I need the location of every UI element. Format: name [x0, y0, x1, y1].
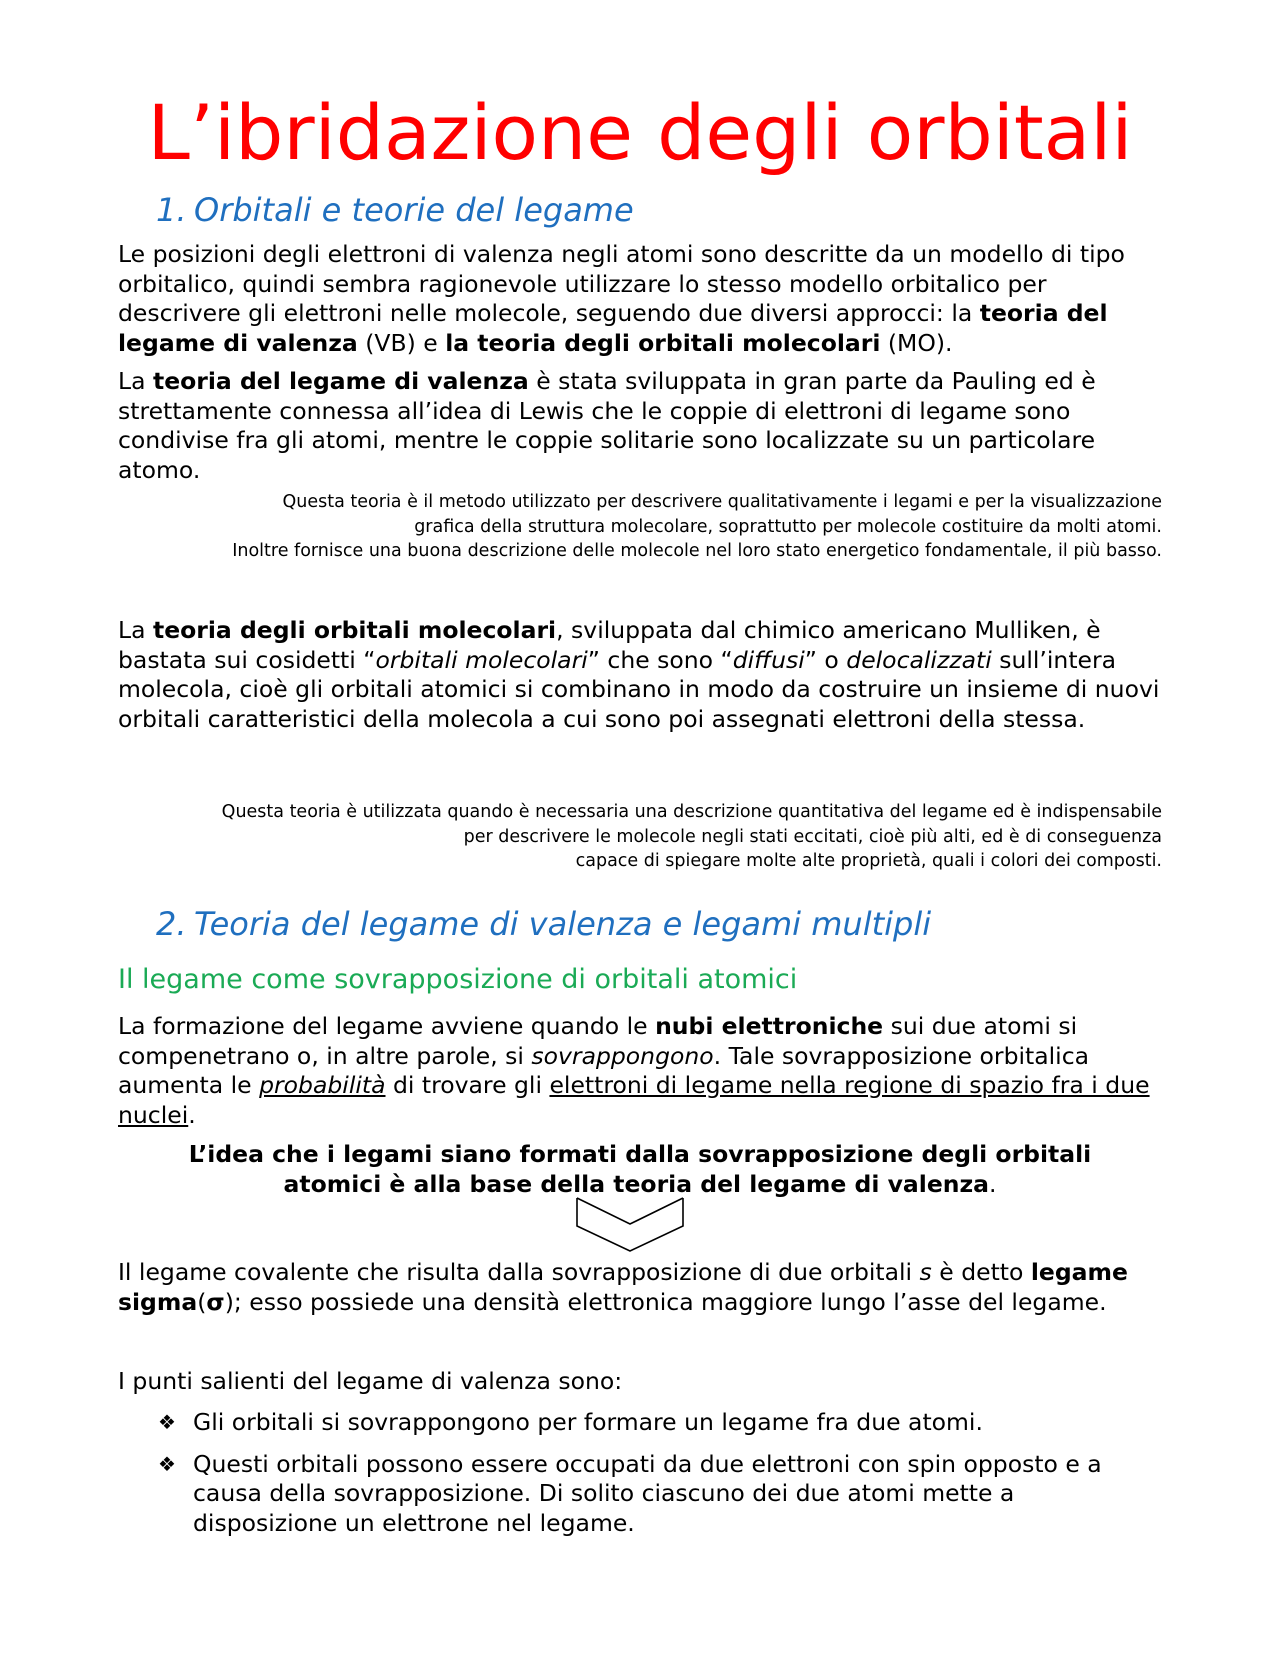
text-run: , sviluppata dal chimico americano Mulliken, è bastata sui cosidetti “: [118, 616, 1101, 674]
section-2-title: Teoria del legame di valenza e legami multipli: [194, 905, 932, 943]
note-line: grafica della struttura molecolare, soprattutto per molecole costituire da molti atomi.: [414, 516, 1162, 537]
italic-term: s: [919, 1258, 932, 1286]
key-statement: [138, 1140, 1142, 1199]
note-molecular-orbital: [118, 800, 1162, 874]
list-item: [118, 1408, 1162, 1438]
paragraph-molecular-orbital-theory: [118, 616, 1162, 734]
text-run: ” che sono “: [587, 645, 733, 674]
down-arrow-icon: [575, 1196, 685, 1254]
note-line: Questa teoria è utilizzata quando è necessaria una descrizione quantitativa del legame ed è indispensabile: [221, 802, 1162, 822]
text-run: (: [197, 1287, 207, 1316]
text-run: Le posizioni degli elettroni di valenza negli atomi sono descritte da un modello di tipo orbitalico, quindi sembra ragionevole utilizzare lo stesso modello orbitalico per descrivere gli elettroni nelle molecole, seguendo due diversi approcci: la: [118, 240, 1125, 327]
text-run: La: [118, 367, 153, 395]
diamond-bullet-icon: ❖: [158, 1451, 176, 1476]
italic-term: diffusi: [732, 645, 805, 674]
section-1-heading: [118, 190, 1200, 230]
text-run: ); esso possiede una densità elettronica maggiore lungo l’asse del legame.: [224, 1287, 1107, 1316]
italic-term: sovrappongono: [531, 1041, 714, 1070]
bold-term-mo: teoria degli orbitali molecolari: [152, 616, 557, 644]
text-run: La: [118, 616, 153, 644]
bold-term-vb: teoria del legame di valenza: [152, 367, 529, 395]
note-line: Inoltre fornisce una buona descrizione delle molecole nel loro stato energetico fondamentale, il più basso.: [232, 541, 1162, 561]
list-item: [118, 1450, 1162, 1539]
bold-term-sigma: legame sigma: [118, 1258, 1128, 1316]
sigma-symbol: σ: [206, 1287, 225, 1316]
text-run: sull’intera molecola, cioè gli orbitali atomici si combinano in modo da costruire un insieme di nuovi orbitali caratteristici della molecola a cui sono poi assegnati elettroni della stessa.: [118, 645, 1160, 733]
bold-term-vb: teoria del legame di valenza: [118, 299, 1108, 357]
bold-term: nubi elettroniche: [655, 1012, 884, 1040]
paragraph-orbital-models: [118, 240, 1162, 358]
paragraph-bond-formation: [118, 1012, 1162, 1130]
list-item-text: Questi orbitali possono essere occupati da due elettroni con spin opposto e a causa della sovrapposizione. Di solito ciascuno dei due atomi mette a disposizione un elettrone nel legame.: [193, 1449, 1102, 1537]
note-line: per descrivere le molecole negli stati eccitati, cioè più alti, ed è di conseguenza: [463, 826, 1162, 847]
note-line: Questa teoria è il metodo utilizzato per descrivere qualitativamente i legami e per la visualizzazione: [282, 492, 1162, 512]
paragraph-key-points-intro: I punti salienti del legame di valenza sono:: [118, 1367, 623, 1395]
text-run: .: [188, 1100, 196, 1129]
subheading-overlap: Il legame come sovrapposizione di orbitali atomici: [118, 964, 798, 995]
text-run: La formazione del legame avviene quando le: [118, 1012, 656, 1040]
italic-term: delocalizzati: [846, 645, 992, 674]
text-run: di trovare gli: [385, 1071, 550, 1099]
text-run: è detto: [931, 1258, 1031, 1286]
page-title: L’ibridazione degli orbitali: [147, 88, 1133, 177]
text-run: .: [989, 1169, 997, 1198]
text-run: sui due atomi si compenetrano o, in altre parole, si: [118, 1012, 1078, 1070]
list-item-text: Gli orbitali si sovrappongono per formare un legame fra due atomi.: [193, 1408, 983, 1436]
note-valence-bond: [118, 490, 1162, 564]
note-line: capace di spiegare molte alte proprietà, quali i colori dei composti.: [575, 851, 1162, 871]
key-points-list: [118, 1408, 1162, 1538]
text-run: . Tale sovrapposizione orbitalica aumenta le: [118, 1041, 1090, 1099]
section-2-number: 2.: [156, 905, 187, 943]
text-run: Il legame covalente che risulta dalla sovrapposizione di due orbitali: [118, 1258, 920, 1286]
underlined-italic-term: probabilità: [259, 1071, 386, 1099]
text-run: ” o: [804, 645, 847, 674]
paragraph-sigma-bond: [118, 1258, 1162, 1317]
text-run: è stata sviluppata in gran parte da Pauling ed è strettamente connessa all’idea di Lewis che le coppie di elettroni di legame sono condivise fra gli atomi, mentre le coppie solitarie sono localizzate su un particolare atomo.: [118, 367, 1096, 484]
paragraph-valence-bond-theory: [118, 367, 1162, 485]
text-run: (VB) e: [357, 328, 446, 357]
section-2-heading: [118, 904, 1200, 944]
bold-term-mo: la teoria degli orbitali molecolari: [445, 328, 881, 357]
section-1-number: 1.: [156, 191, 187, 229]
key-statement-text: L’idea che i legami siano formati dalla sovrapposizione degli orbitali atomici è alla base della teoria del legame di valenza: [188, 1140, 1092, 1198]
underlined-phrase: elettroni di legame nella regione di spazio fra i due nuclei: [118, 1071, 1150, 1129]
italic-term: orbitali molecolari: [375, 645, 588, 674]
section-1-title: Orbitali e teorie del legame: [194, 191, 634, 229]
text-run: (MO).: [880, 328, 953, 357]
diamond-bullet-icon: ❖: [158, 1410, 176, 1434]
